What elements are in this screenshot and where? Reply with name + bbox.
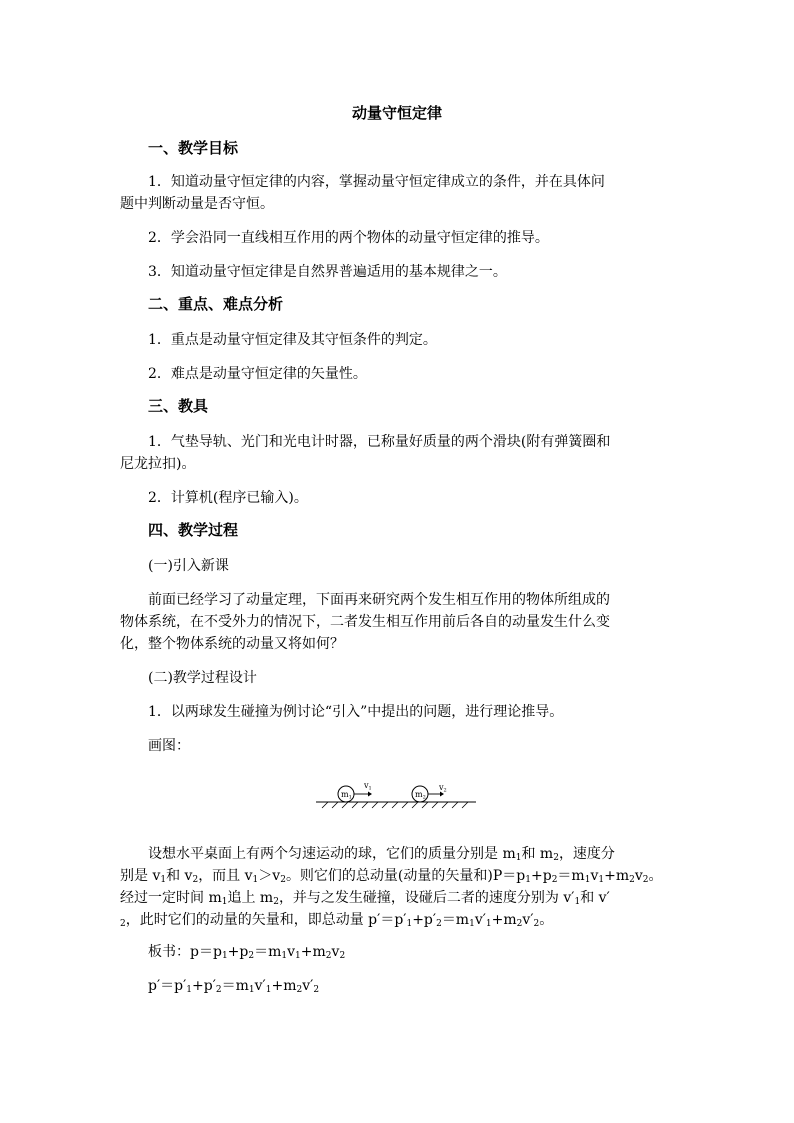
intro-line-2: 物体系统，在不受外力的情况下，二者发生相互作用前后各自的动量发生什么变 — [120, 614, 610, 630]
subheading-process-design: (二)教学过程设计 — [148, 670, 257, 686]
body-line-2: 别是 $v_1$和 $v_2$，而且 $v_1>v_2$。则它们的总动量(动量的矢量和)$P=p_1+p_2=m_1v_1+m_2v_2$。 — [120, 868, 663, 885]
body-line-3: 经过一定时间 $m_1$追上 $m_2$，并与之发生碰撞，设碰后二者的速度分别为 $v'_1$和 v′ — [120, 890, 610, 907]
aid-1-line-2: 尼龙拉扣)。 — [120, 456, 196, 472]
ball-1-velocity-label: v1 — [364, 781, 372, 792]
heading-teaching-process: 四、教学过程 — [148, 521, 239, 539]
draw-label: 画图： — [148, 738, 190, 754]
goal-2: 2．学会沿同一直线相互作用的两个物体的动量守恒定律的推导。 — [148, 230, 549, 246]
ball-2-velocity-label: v2 — [439, 783, 447, 794]
board-formula-1: 板书：$p=p_1+p_2=m_1v_1+m_2v_2$ — [148, 944, 346, 961]
table-hatching — [322, 802, 468, 808]
heading-teaching-goals: 一、教学目标 — [148, 139, 239, 157]
collision-diagram — [312, 778, 480, 814]
aid-1-line-1: 1．气垫导轨、光门和光电计时器，已称量好质量的两个滑块(附有弹簧圈和 — [148, 434, 611, 450]
ball-1-arrowhead — [368, 792, 372, 797]
subheading-introduction: (一)引入新课 — [148, 558, 229, 574]
key-point-2: 2．难点是动量守恒定律的矢量性。 — [148, 366, 367, 382]
aid-2: 2．计算机(程序已输入)。 — [148, 490, 308, 506]
step-1: 1．以两球发生碰撞为例讨论“引入”中提出的问题，进行理论推导。 — [148, 704, 564, 720]
board-formula-2: $p'=p'_1+p'_2=m_1v'_1+m_2v'_2$ — [148, 978, 320, 995]
goal-1-line-1: 1．知道动量守恒定律的内容，掌握动量守恒定律成立的条件，并在具体问 — [148, 174, 605, 190]
key-point-1: 1．重点是动量守恒定律及其守恒条件的判定。 — [148, 332, 437, 348]
ball-1-mass-label: m1 — [341, 790, 352, 801]
page-title: 动量守恒定律 — [351, 104, 442, 122]
body-line-4: $_2$，此时它们的动量的矢量和，即总动量 $p'=p'_1+p'_2=m_1v'_1+m_2v'_2$。 — [120, 912, 554, 929]
goal-1-line-2: 题中判断动量是否守恒。 — [120, 196, 274, 212]
ball-2-mass-label: m2 — [415, 790, 426, 801]
intro-line-1: 前面已经学习了动量定理，下面再来研究两个发生相互作用的物体所组成的 — [148, 592, 610, 608]
heading-key-points: 二、重点、难点分析 — [148, 295, 284, 313]
intro-line-3: 化，整个物体系统的动量又将如何？ — [120, 636, 344, 652]
body-line-1: 设想水平桌面上有两个匀速运动的球，它们的质量分别是 $m_1$和 $m_2$，速度分 — [148, 846, 615, 863]
heading-teaching-aids: 三、教具 — [148, 397, 209, 415]
goal-3: 3．知道动量守恒定律是自然界普遍适用的基本规律之一。 — [148, 264, 507, 280]
